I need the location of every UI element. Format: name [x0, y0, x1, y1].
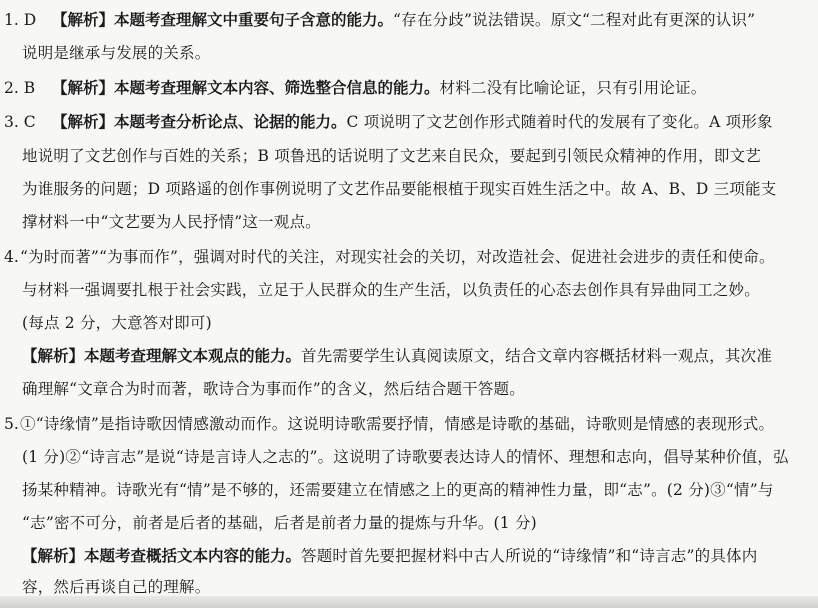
q5-line-5 [22, 546, 757, 566]
q1-number: 1. D [4, 11, 37, 29]
q4-number: 4. [4, 248, 19, 266]
q4-line-2: 与材料一强调要扎根于社会实践，立足于人民群众的生产生活，以负责任的心态去创作具有异曲同工之妙。 [22, 281, 760, 299]
q4-analysis-tag: 【解析】本题考查理解文本观点的能力。 [22, 347, 302, 365]
q4-line-1: “为时而著”“为事而作”，强调对时代的关注，对现实社会的关切，对改造社会、促进社会进步的责任和使命。 [20, 248, 775, 266]
q4-line-3: (每点 2 分，大意答对即可) [22, 314, 212, 332]
q3-line-3: 为谁服务的问题；D 项路遥的创作事例说明了文艺作品要能根植于现实百姓生活之中。故 A、B、D 三项能支 [22, 180, 777, 198]
q2-text-a: 材料二没有比喻论证，只有引用论证。 [439, 79, 707, 97]
q3-text-a: C 项说明了文艺创作形式随着时代的发展有了变化。A 项形象 [346, 113, 773, 131]
page-bottom-edge [0, 596, 818, 608]
q3-line-1 [52, 112, 773, 132]
q4-line-4 [22, 346, 772, 366]
q5-line-6: 容，然后再谈自己的理解。 [22, 578, 211, 596]
q2-number: 2. B [4, 79, 36, 97]
q3-analysis-tag: 【解析】本题考查分析论点、论据的能力。 [52, 113, 347, 131]
q2-analysis-tag: 【解析】本题考查理解文本内容、筛选整合信息的能力。 [52, 79, 440, 97]
q2-line-1 [52, 78, 706, 98]
q5-line-2: (1 分)②“诗言志”是说“诗是言诗人之志的”。这说明了诗歌要表达诗人的情怀、理想和志向，倡导某种价值，弘 [22, 448, 789, 466]
q5-number: 5. [4, 415, 19, 433]
q3-number: 3. C [4, 113, 36, 131]
q1-analysis-tag: 【解析】本题考查理解文中重要句子含意的能力。 [52, 11, 394, 29]
q4-text-d: 首先需要学生认真阅读原文，结合文章内容概括材料一观点，其次准 [301, 347, 773, 365]
q5-line-1: ①“诗缘情”是指诗歌因情感激动而作。这说明诗歌需要抒情，情感是诗歌的基础，诗歌则是情感的表现形式。 [20, 415, 775, 433]
q1-line-2: 说明是继承与发展的关系。 [22, 44, 211, 62]
q4-line-5: 确理解“文章合为时而著，歌诗合为事而作”的含义，然后结合题干答题。 [22, 380, 525, 398]
q3-line-4: 撑材料一中“文艺要为人民抒情”这一观点。 [22, 213, 321, 231]
q1-line-1 [52, 10, 755, 30]
q5-analysis-tag: 【解析】本题考查概括文本内容的能力。 [22, 547, 302, 565]
q1-text-a: “存在分歧”说法错误。原文“二程对此有更深的认识” [393, 11, 756, 29]
q3-line-2: 地说明了文艺创作与百姓的关系；B 项鲁迅的话说明了文艺来自民众，要起到引领民众精神的作用，即文艺 [22, 147, 761, 165]
q5-line-3: 扬某种精神。诗歌光有“情”是不够的，还需要建立在情感之上的更高的精神性力量，即“志”。(2 分)③“情”与 [22, 481, 774, 499]
q5-line-4: “志”密不可分，前者是后者的基础，后者是前者力量的提炼与升华。(1 分) [22, 514, 537, 532]
q5-text-e: 答题时首先要把握材料中古人所说的“诗缘情”和“诗言志”的具体内 [301, 547, 758, 565]
